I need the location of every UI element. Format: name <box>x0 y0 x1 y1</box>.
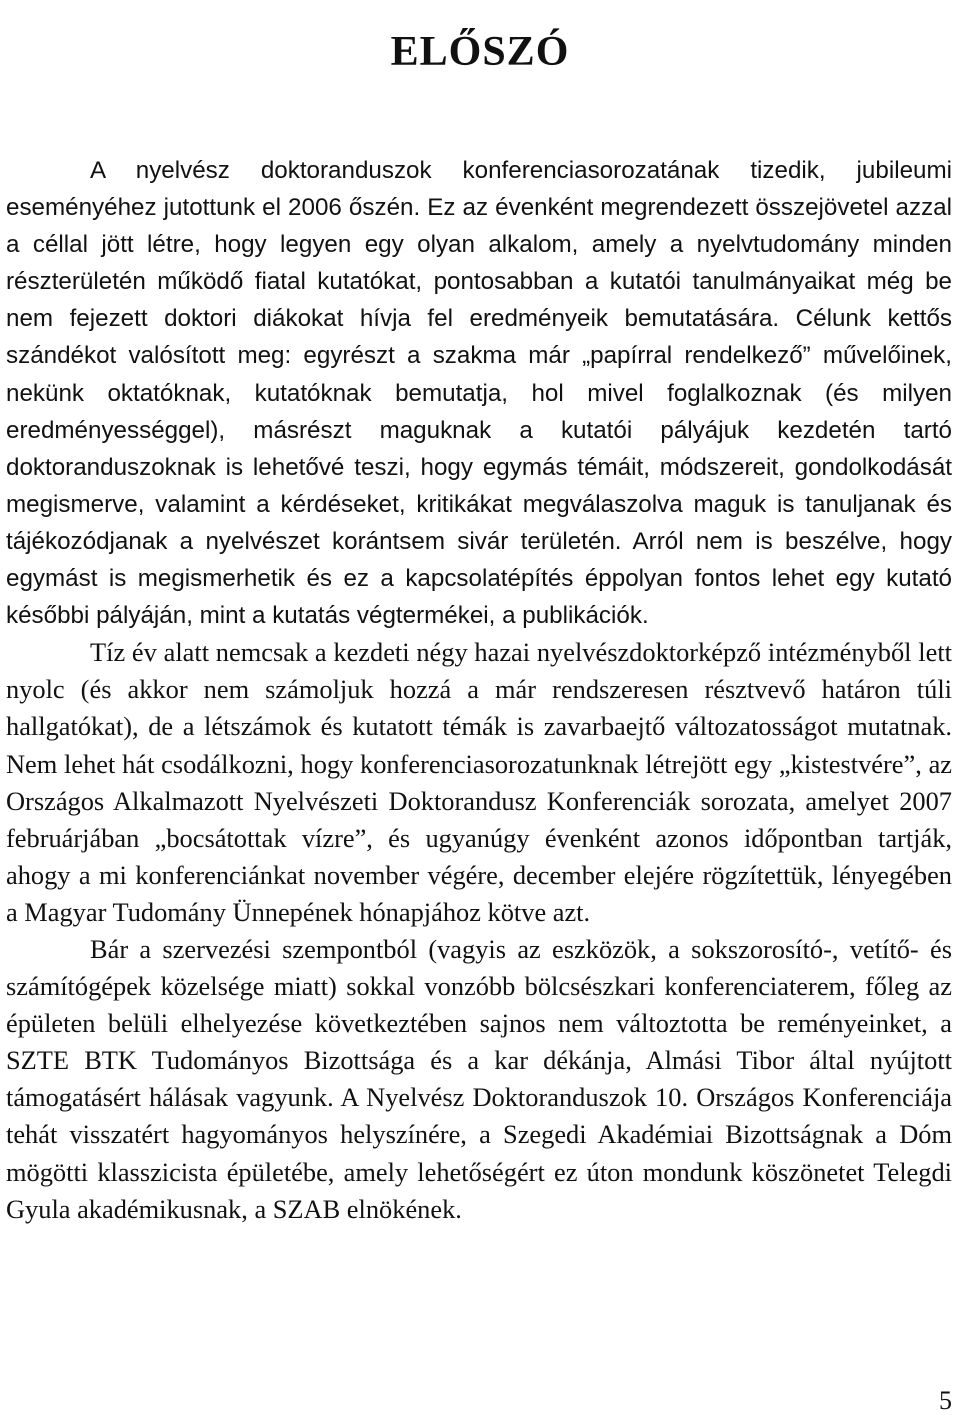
preface-body <box>6 152 952 1228</box>
page-title: ELŐSZÓ <box>390 29 570 76</box>
paragraph-1: A nyelvész doktoranduszok konferenciasorozatának tizedik, jubileumi eseményéhez jutottunk el 2006 őszén. Ez az évenként megrendezett összejövetel azzal a céllal jött létre, hogy legyen egy olyan alkalom, amely a nyelvtudomány minden részterületén működő fiatal kutatókat, pontosabban a kutatói tanulmányaikat még be nem fejezett doktori diákokat hívja fel eredményeik bemutatására. Célunk kettős szándékot valósított meg: egyrészt a szakma már „papírral rendelkező” művelőinek, nekünk oktatóknak, kutatóknak bemutatja, hol mivel foglalkoznak (és milyen eredményességgel), másrészt maguknak a kutatói pályájuk kezdetén tartó doktoranduszoknak is lehetővé teszi, hogy egymás témáit, módszereit, gondolkodását megismerve, valamint a kérdéseket, kritikákat megválaszolva maguk is tanuljanak és tájékozódjanak a nyelvészet korántsem sivár területén. Arról nem is beszélve, hogy egymást is megismerhetik és ez a kapcsolatépítés éppolyan fontos lehet egy kutató későbbi pályáján, mint a kutatás végtermékei, a publikációk. <box>6 157 952 630</box>
paragraph-2: Tíz év alatt nemcsak a kezdeti négy hazai nyelvészdoktorképző intézményből lett nyolc (és akkor nem számoljuk hozzá a már rendszeresen résztvevő határon túli hallgatókat), de a létszámok és kutatott témák is zavarbaejtő változatosságot mutatnak. Nem lehet hát csodálkozni, hogy konferenciasorozatunknak létrejött egy „kistestvére”, az Országos Alkalmazott Nyelvészeti Doktorandusz Konferenciák sorozata, amelyet 2007 februárjában „bocsátottak vízre”, és ugyanúgy évenként azonos időpontban tartják, ahogy a mi konferenciánkat november végére, december elejére rögzítettük, lényegében a Magyar Tudomány Ünnepének hónapjához kötve azt. <box>6 637 952 927</box>
paragraph-3: Bár a szervezési szempontból (vagyis az eszközök, a sokszorosító-, vetítő- és számítógépek közelsége miatt) sokkal vonzóbb bölcsészkari konferenciaterem, főleg az épületen belüli elhelyezése következtében sajnos nem változtotta be reményeinket, a SZTE BTK Tudományos Bizottsága és a kar dékánja, Almási Tibor által nyújtott támogatásért hálásak vagyunk. A Nyelvész Doktoranduszok 10. Országos Konferenciája tehát visszatért hagyományos helyszínére, a Szegedi Akadémiai Bizottságnak a Dóm mögötti klasszicista épületébe, amely lehetőségért ez úton mondunk köszönetet Telegdi Gyula akadémikusnak, a SZAB elnökének. <box>6 933 952 1224</box>
page-number: 5 <box>939 1386 952 1415</box>
